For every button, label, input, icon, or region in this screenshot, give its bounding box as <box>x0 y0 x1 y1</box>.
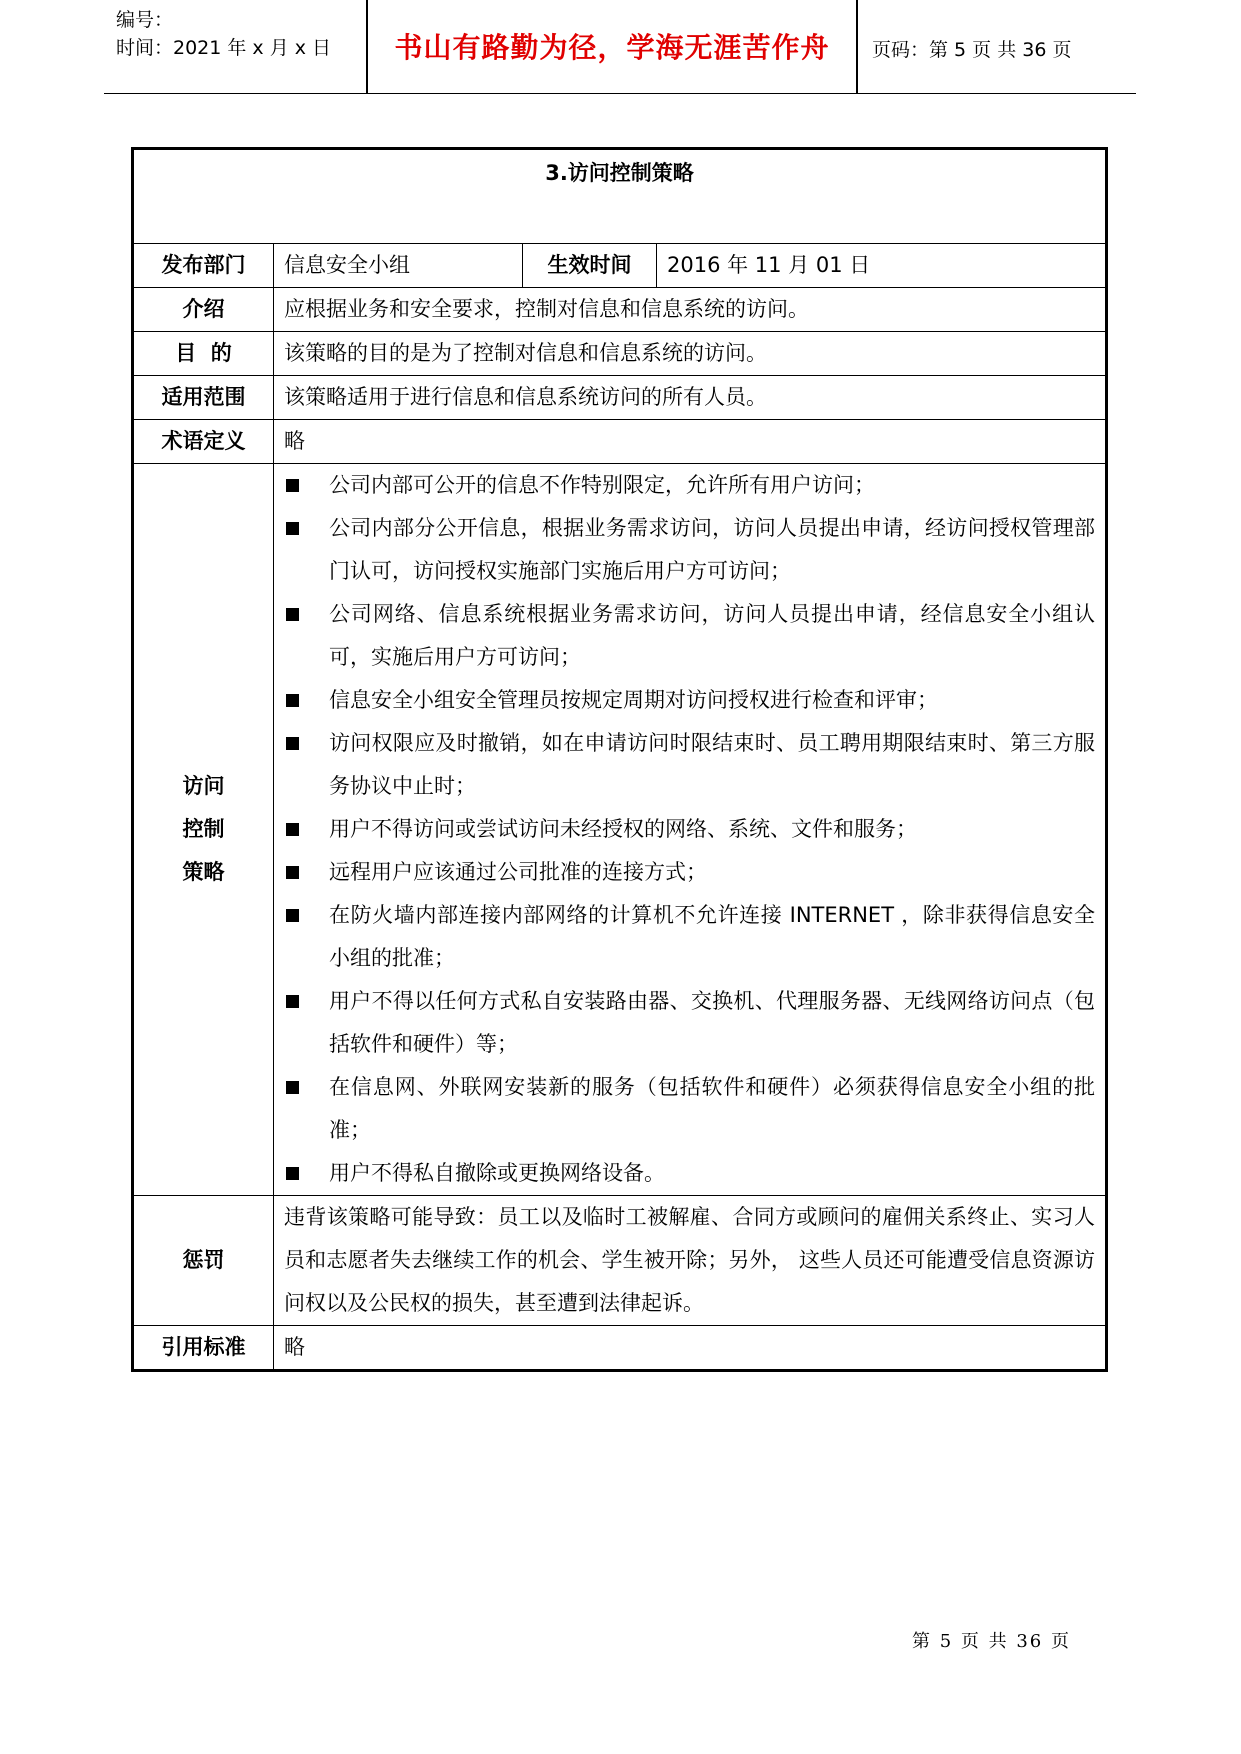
scope-row <box>133 376 1107 420</box>
square-bullet-icon <box>286 522 299 535</box>
policy-item <box>284 980 1095 1066</box>
standard-value: 略 <box>274 1326 1107 1371</box>
footer-page-number: 第 5 页 共 36 页 <box>912 1631 1071 1652</box>
purpose-value: 该策略的目的是为了控制对信息和信息系统的访问。 <box>274 332 1107 376</box>
header-meta <box>116 6 331 62</box>
policy-label-line: 控制 <box>182 817 225 841</box>
policy-item-text: 用户不得访问或尝试访问未经授权的网络、系统、文件和服务； <box>329 817 917 841</box>
terms-label: 术语定义 <box>133 420 274 464</box>
serial-label: 编号： <box>116 9 174 31</box>
square-bullet-icon <box>286 1167 299 1180</box>
purpose-label: 目 的 <box>133 332 274 376</box>
policy-item <box>284 593 1095 679</box>
policy-item <box>284 894 1095 980</box>
policy-item-text: 公司内部可公开的信息不作特别限定，允许所有用户访问； <box>329 473 875 497</box>
penalty-label: 惩罚 <box>133 1196 274 1326</box>
effective-label: 生效时间 <box>523 244 657 288</box>
policy-item-text: 在防火墙内部连接内部网络的计算机不允许连接 INTERNET ，除非获得信息安全小组的批准； <box>329 903 1095 970</box>
policy-item <box>284 507 1095 593</box>
policy-item <box>284 1152 1095 1195</box>
policy-item <box>284 464 1095 507</box>
square-bullet-icon <box>286 1081 299 1094</box>
square-bullet-icon <box>286 995 299 1008</box>
scope-label: 适用范围 <box>133 376 274 420</box>
dept-value: 信息安全小组 <box>274 244 523 288</box>
dept-label: 发布部门 <box>133 244 274 288</box>
terms-row <box>133 420 1107 464</box>
policy-label-line: 策略 <box>182 860 225 884</box>
policy-value <box>274 464 1107 1196</box>
policy-label-line: 访问 <box>182 774 225 798</box>
purpose-row <box>133 332 1107 376</box>
policy-item-text: 信息安全小组安全管理员按规定周期对访问授权进行检查和评审； <box>329 688 938 712</box>
intro-label: 介绍 <box>133 288 274 332</box>
scope-value: 该策略适用于进行信息和信息系统访问的所有人员。 <box>274 376 1107 420</box>
intro-row <box>133 288 1107 332</box>
policy-item <box>284 808 1095 851</box>
policy-row <box>133 464 1107 1196</box>
square-bullet-icon <box>286 479 299 492</box>
page-header <box>104 0 1136 94</box>
dept-row <box>133 244 1107 288</box>
policy-table <box>131 147 1108 1372</box>
policy-label <box>133 464 274 1196</box>
standard-row <box>133 1326 1107 1371</box>
policy-item <box>284 851 1095 894</box>
square-bullet-icon <box>286 737 299 750</box>
header-page-number: 页码：第 5 页 共 36 页 <box>872 39 1072 61</box>
policy-item-text: 公司网络、信息系统根据业务需求访问，访问人员提出申请，经信息安全小组认可，实施后用户方可访问； <box>329 602 1095 669</box>
square-bullet-icon <box>286 608 299 621</box>
terms-value: 略 <box>274 420 1107 464</box>
policy-item <box>284 722 1095 808</box>
policy-item-text: 用户不得私自撤除或更换网络设备。 <box>329 1161 665 1185</box>
intro-value: 应根据业务和安全要求，控制对信息和信息系统的访问。 <box>274 288 1107 332</box>
policy-item-text: 公司内部分公开信息，根据业务需求访问，访问人员提出申请，经访问授权管理部门认可，访问授权实施部门实施后用户方可访问； <box>329 516 1095 583</box>
policy-item-text: 访问权限应及时撤销，如在申请访问时限结束时、员工聘用期限结束时、第三方服务协议中止时； <box>329 731 1095 798</box>
penalty-row <box>133 1196 1107 1326</box>
standard-label: 引用标准 <box>133 1326 274 1371</box>
effective-value: 2016 年 11 月 01 日 <box>657 244 1107 288</box>
square-bullet-icon <box>286 866 299 879</box>
title-row <box>133 149 1107 244</box>
penalty-value: 违背该策略可能导致：员工以及临时工被解雇、合同方或顾问的雇佣关系终止、实习人员和志愿者失去继续工作的机会、学生被开除；另外， 这些人员还可能遭受信息资源访问权以及公民权的损失，甚至遭到法律起诉。 <box>274 1196 1107 1326</box>
doc-title: 3.访问控制策略 <box>133 149 1107 244</box>
square-bullet-icon <box>286 694 299 707</box>
policy-list <box>284 464 1095 1195</box>
square-bullet-icon <box>286 823 299 836</box>
policy-item-text: 在信息网、外联网安装新的服务（包括软件和硬件）必须获得信息安全小组的批准； <box>329 1075 1095 1142</box>
date-label: 时间：2021 年 x 月 x 日 <box>116 37 332 59</box>
policy-item <box>284 1066 1095 1152</box>
policy-item-text: 用户不得以任何方式私自安装路由器、交换机、代理服务器、无线网络访问点（包括软件和硬件）等； <box>329 989 1095 1056</box>
header-divider <box>856 0 858 93</box>
square-bullet-icon <box>286 909 299 922</box>
policy-item-text: 远程用户应该通过公司批准的连接方式； <box>329 860 707 884</box>
policy-item <box>284 679 1095 722</box>
header-motto: 书山有路勤为径，学海无涯苦作舟 <box>394 31 830 64</box>
